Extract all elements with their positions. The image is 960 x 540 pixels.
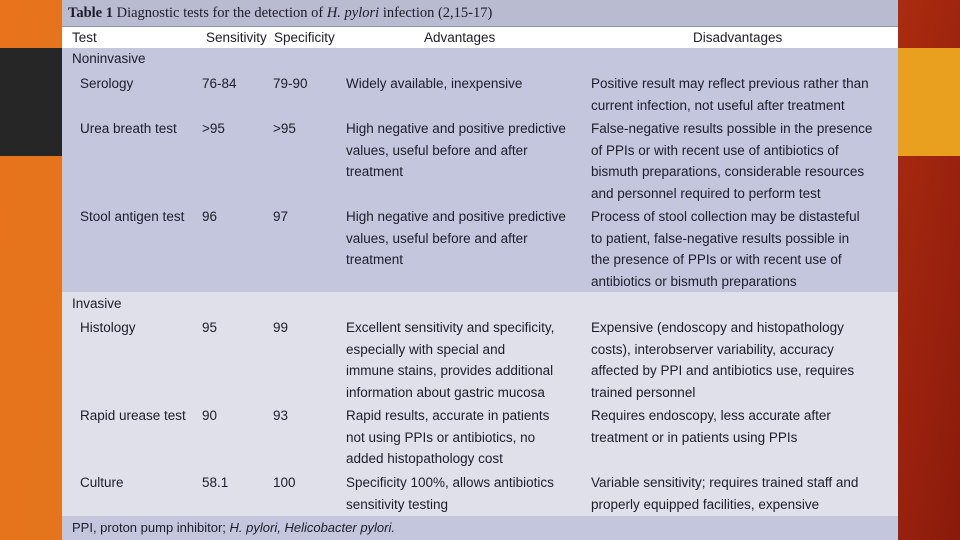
table-image bbox=[62, 0, 898, 540]
cell-disadvantages: Variable sensitivity; requires trained staff and properly equipped facilities, expensive bbox=[591, 475, 859, 512]
header-test: Test bbox=[72, 30, 97, 45]
cell-specificity: 100 bbox=[273, 475, 296, 490]
cell-specificity: 97 bbox=[273, 209, 289, 224]
header-specificity: Specificity bbox=[274, 30, 335, 45]
cell-specificity: >95 bbox=[273, 121, 296, 136]
table-title bbox=[62, 0, 898, 27]
cell-test: Rapid urease test bbox=[80, 408, 186, 423]
cell-advantages: Widely available, inexpensive bbox=[346, 76, 523, 91]
section-invasive bbox=[62, 292, 898, 516]
section-label-invasive: Invasive bbox=[72, 296, 122, 311]
cell-disadvantages: Requires endoscopy, less accurate after treatment or in patients using PPIs bbox=[591, 408, 831, 445]
header-sensitivity: Sensitivity bbox=[206, 30, 267, 45]
cell-specificity: 99 bbox=[273, 320, 289, 335]
header-disadvantages: Disadvantages bbox=[693, 30, 783, 45]
header-advantages: Advantages bbox=[424, 30, 496, 45]
cell-advantages: Rapid results, accurate in patients not using PPIs or antibiotics, no added histopathology cost bbox=[346, 408, 550, 466]
table-footnote bbox=[62, 516, 898, 540]
cell-disadvantages: Expensive (endoscopy and histopathology costs), interobserver variability, accuracy affected by PPI and antibiotics use, requires trained personnel bbox=[591, 320, 855, 400]
footnote-hpylori: H. pylori, Helicobacter pylori. bbox=[229, 520, 395, 535]
cell-sensitivity: 76-84 bbox=[202, 76, 237, 91]
cell-sensitivity: >95 bbox=[202, 121, 225, 136]
cell-disadvantages: Process of stool collection may be distasteful to patient, false-negative results possible in the presence of PPIs or with recent use of antibiotics or bismuth preparations bbox=[591, 209, 860, 289]
cell-specificity: 79-90 bbox=[273, 76, 308, 91]
table-header-row bbox=[62, 27, 898, 49]
cell-sensitivity: 90 bbox=[202, 408, 218, 423]
section-noninvasive bbox=[62, 48, 898, 292]
cell-sensitivity: 58.1 bbox=[202, 475, 229, 490]
cell-advantages: High negative and positive predictive values, useful before and after treatment bbox=[346, 121, 566, 179]
table-title-organism: H. pylori bbox=[326, 5, 380, 21]
background-bar-gold bbox=[898, 48, 960, 156]
cell-specificity: 93 bbox=[273, 408, 289, 423]
table-title-text: Diagnostic tests for the detection of bbox=[116, 5, 324, 21]
cell-test: Culture bbox=[80, 475, 124, 490]
table-title-suffix: infection (2,15-17) bbox=[382, 5, 493, 21]
cell-sensitivity: 95 bbox=[202, 320, 218, 335]
section-label-noninvasive: Noninvasive bbox=[72, 51, 146, 66]
cell-test: Urea breath test bbox=[80, 121, 177, 136]
footnote-ppi: PPI, proton pump inhibitor; bbox=[72, 520, 226, 535]
table-title-prefix: Table 1 bbox=[68, 5, 113, 21]
cell-disadvantages: False-negative results possible in the presence of PPIs or with recent use of antibiotics of bismuth preparations, considerable resources and personnel required to perform test bbox=[591, 121, 873, 201]
cell-disadvantages: Positive result may reflect previous rather than current infection, not useful after treatment bbox=[591, 76, 869, 113]
cell-advantages: High negative and positive predictive values, useful before and after treatment bbox=[346, 209, 566, 267]
cell-advantages: Specificity 100%, allows antibiotics sensitivity testing bbox=[346, 475, 554, 512]
cell-sensitivity: 96 bbox=[202, 209, 218, 224]
cell-advantages: Excellent sensitivity and specificity, especially with special and immune stains, provides additional information about gastric mucosa bbox=[346, 320, 555, 400]
cell-test: Stool antigen test bbox=[80, 209, 185, 224]
cell-test: Serology bbox=[80, 76, 134, 91]
cell-test: Histology bbox=[80, 320, 136, 335]
background-bar-dark bbox=[0, 48, 62, 156]
